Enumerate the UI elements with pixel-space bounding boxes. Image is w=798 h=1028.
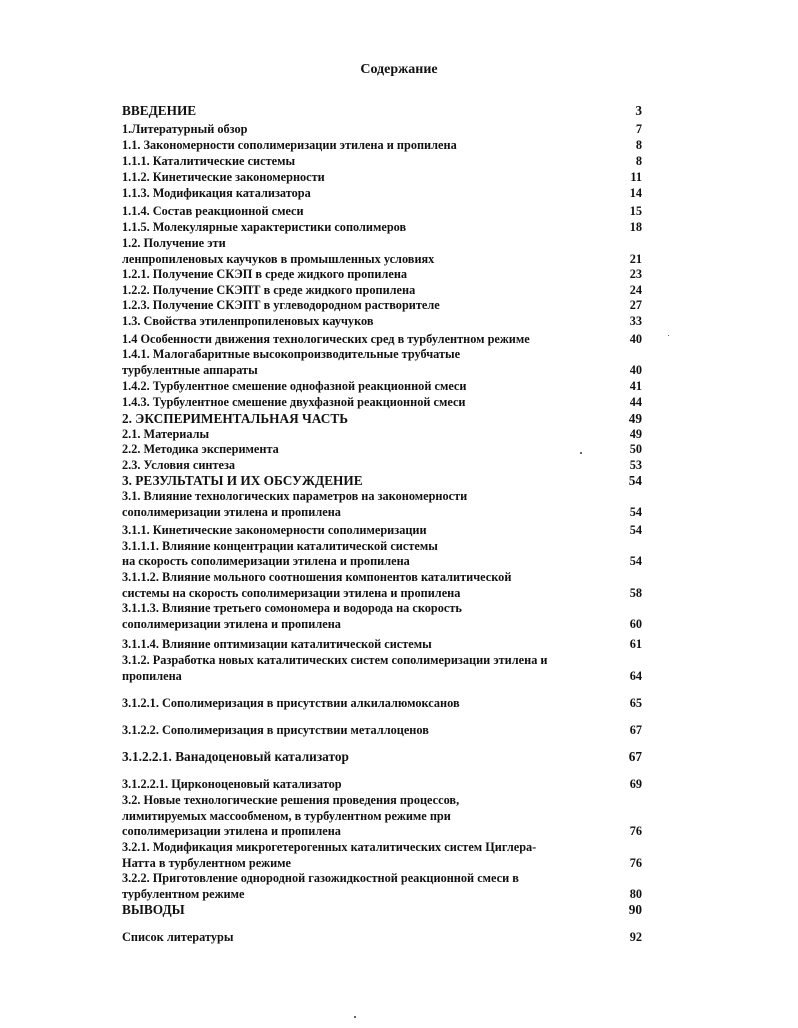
scan-speck <box>354 1016 356 1018</box>
toc-entry-title: 1.Литературный обзор <box>122 122 248 136</box>
toc-entry-title: 1.1.5. Молекулярные характеристики сополимеров <box>122 220 407 234</box>
toc-entry-title: 2.1. Материалы <box>122 427 210 441</box>
toc-entry-title: 3.1.1.3. Влияние третьего сомономера и водорода на скорость <box>122 601 462 615</box>
toc-entry-page: 90 <box>628 902 642 917</box>
toc-entry-page: 76 <box>629 824 642 838</box>
toc-entry-title: ВВЕДЕНИЕ <box>122 103 197 118</box>
toc-entry-title: 1.1.2. Кинетические закономерности <box>122 170 325 184</box>
toc-entry-title: 3. РЕЗУЛЬТАТЫ И ИХ ОБСУЖДЕНИЕ <box>122 473 363 488</box>
toc-entry-page: 40 <box>629 363 642 377</box>
toc-entry-title: 1.2.1. Получение СКЭП в среде жидкого пропилена <box>122 267 408 281</box>
toc-entry-page: 8 <box>635 138 642 152</box>
toc-entry-title: сополимеризации этилена и пропилена <box>122 824 341 838</box>
toc-entry-page: 80 <box>629 887 642 901</box>
toc-entry-page: 21 <box>629 252 642 266</box>
toc-entry-title: 3.1.2.2.1. Цирконоценовый катализатор <box>122 777 342 791</box>
toc-entry-title: турбулентные аппараты <box>122 363 258 377</box>
toc-entry-title: 3.1.1. Кинетические закономерности сополимеризации <box>122 523 427 537</box>
toc-entry-title: 3.1.2.2. Сополимеризация в присутствии металлоценов <box>122 723 429 737</box>
toc-entry-page: 61 <box>629 637 642 651</box>
toc-entry-title: сополимеризации этилена и пропилена <box>122 505 341 519</box>
toc-entry-title: ленпропиленовых каучуков в промышленных условиях <box>122 252 435 266</box>
toc-entry-title: 1.2.3. Получение СКЭПТ в углеводородном растворителе <box>122 298 440 312</box>
toc-entry-title: турбулентном режиме <box>122 887 245 901</box>
toc-entry-page: 3 <box>635 103 642 118</box>
toc-entry-title: системы на скорость сополимеризации этилена и пропилена <box>122 586 461 600</box>
toc-entry-title: 1.4.2. Турбулентное смешение однофазной реакционной смеси <box>122 379 467 393</box>
toc-entry-page: 49 <box>628 411 642 426</box>
toc-entry-title: 1.1.4. Состав реакционной смеси <box>122 204 304 218</box>
toc-entry-page: 53 <box>629 458 642 472</box>
page-title: Содержание <box>360 62 438 77</box>
toc-entry-page: 60 <box>629 617 642 631</box>
toc-entry-page: 24 <box>629 283 642 297</box>
toc-entry-page: 15 <box>629 204 642 218</box>
toc-entry-page: 65 <box>629 696 642 710</box>
toc-entry-page: 8 <box>635 154 642 168</box>
toc-entry-page: 64 <box>629 669 642 683</box>
toc-entry-title: 3.1.2.1. Сополимеризация в присутствии алкилалюмоксанов <box>122 696 460 710</box>
toc-entry-page: 92 <box>629 930 642 944</box>
toc-entry-title: 1.1.3. Модификация катализатора <box>122 186 311 200</box>
toc-entry-page: 14 <box>629 186 642 200</box>
toc-entry-title: сополимеризации этилена и пропилена <box>122 617 341 631</box>
toc-entry-title: 3.1.1.2. Влияние мольного соотношения компонентов каталитической <box>122 570 512 584</box>
toc-entry-page: 54 <box>628 473 642 488</box>
toc-entry-title: Натта в турбулентном режиме <box>122 856 292 870</box>
toc-entry-title: 3.2.1. Модификация микрогетерогенных каталитических систем Циглера- <box>122 840 537 854</box>
toc-entry-title: 1.4 Особенности движения технологических сред в турбулентном режиме <box>122 332 530 346</box>
toc-entry-page: 23 <box>629 267 642 281</box>
toc-entry-page: 33 <box>629 314 642 328</box>
toc-entry-page: 11 <box>630 170 642 184</box>
toc-entry-page: 67 <box>628 749 642 764</box>
toc-entry-title: 1.1.1. Каталитические системы <box>122 154 296 168</box>
toc-entry-page: 44 <box>629 395 642 409</box>
toc-entry-title: 1.3. Свойства этиленпропиленовых каучуков <box>122 314 374 328</box>
toc-entry-title: ВЫВОДЫ <box>122 902 185 917</box>
toc-entry-title: 3.1.2.2.1. Ванадоценовый катализатор <box>122 749 349 764</box>
toc-entry-title: лимитируемых массообменом, в турбулентном режиме при <box>122 809 451 823</box>
toc-entry-page: 54 <box>629 505 642 519</box>
toc-entry-title: 3.1.1.1. Влияние концентрации каталитической системы <box>122 539 438 553</box>
toc-entry-page: 18 <box>629 220 642 234</box>
toc-entry-page: 76 <box>629 856 642 870</box>
toc-entry-title: 1.2. Получение эти <box>122 236 226 250</box>
toc-entry-title: 1.4.1. Малогабаритные высокопроизводительные трубчатые <box>122 347 461 361</box>
toc-entry-page: 54 <box>629 523 642 537</box>
toc-entry-page: 58 <box>629 586 642 600</box>
toc-entry-title: 3.1.1.4. Влияние оптимизации каталитической системы <box>122 637 432 651</box>
toc-entry-title: Список литературы <box>122 930 234 944</box>
toc-entry-title: 3.2.2. Приготовление однородной газожидкостной реакционной смеси в <box>122 871 519 885</box>
toc-entry-page: 50 <box>629 442 642 456</box>
toc-entry-page: 40 <box>629 332 642 346</box>
toc-entry-title: 2.3. Условия синтеза <box>122 458 236 472</box>
toc-entry-title: 2. ЭКСПЕРИМЕНТАЛЬНАЯ ЧАСТЬ <box>122 411 349 426</box>
scan-speck <box>668 335 669 336</box>
toc-entry-page: 7 <box>635 122 642 136</box>
toc-entry-title: 2.2. Методика эксперимента <box>122 442 279 456</box>
toc-entry-title: 3.2. Новые технологические решения проведения процессов, <box>122 793 460 807</box>
toc-entry-page: 41 <box>629 379 642 393</box>
scan-speck <box>580 452 582 454</box>
toc-entry-title: 1.4.3. Турбулентное смешение двухфазной реакционной смеси <box>122 395 466 409</box>
toc-entry-page: 49 <box>629 427 642 441</box>
toc-entry-page: 27 <box>629 298 642 312</box>
toc-entry-title: пропилена <box>122 669 182 683</box>
toc-entry-page: 54 <box>629 554 642 568</box>
toc-entry-title: на скорость сополимеризации этилена и пропилена <box>122 554 410 568</box>
toc-entry-page: 69 <box>629 777 642 791</box>
toc-entry-title: 1.1. Закономерности сополимеризации этилена и пропилена <box>122 138 457 152</box>
toc-entry-title: 1.2.2. Получение СКЭПТ в среде жидкого пропилена <box>122 283 416 297</box>
toc-entry-title: 3.1.2. Разработка новых каталитических систем сополимеризации этилена и <box>122 653 548 667</box>
toc-entry-page: 67 <box>629 723 642 737</box>
toc-entry-title: 3.1. Влияние технологических параметров на закономерности <box>122 489 468 503</box>
